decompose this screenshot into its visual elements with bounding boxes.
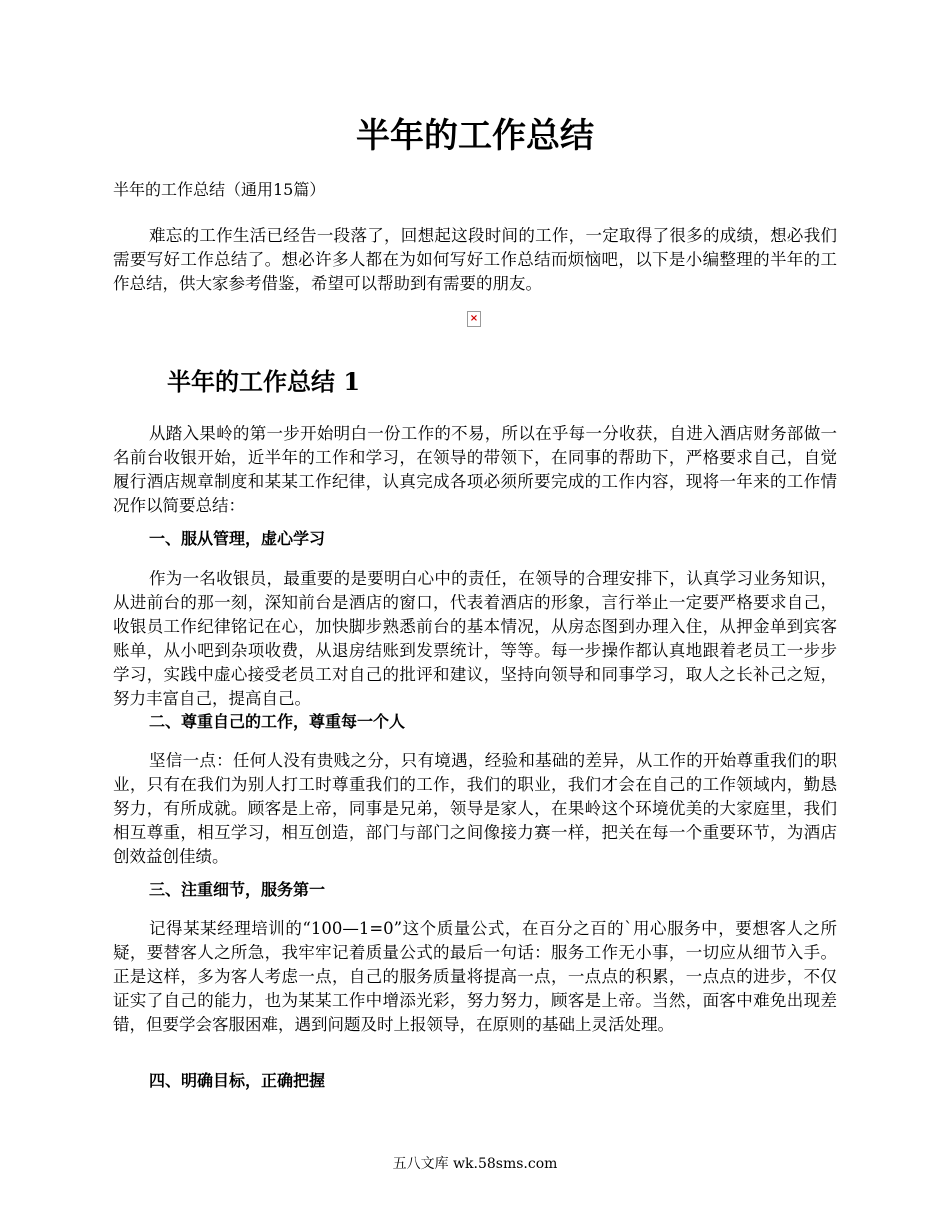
subheading-3: 三、注重细节，服务第一 — [149, 880, 326, 899]
footer-watermark: 五八文库 wk.58sms.com — [392, 1156, 558, 1172]
broken-image-icon: × — [467, 311, 481, 327]
document-subtitle: 半年的工作总结（通用15篇） — [113, 180, 326, 199]
section-paragraph-1: 从踏入果岭的第一步开始明白一份工作的不易，所以在乎每一分收获，自进入酒店财务部做一名前台收银开始，近半年的工作和学习，在领导的带领下，在同事的帮助下，严格要求自己，自觉履行酒店规章制度和某某工作纪律，认真完成各项必须所要完成的工作内容，现将一年来的工作情况作以简要总结： — [113, 424, 837, 515]
section-paragraph-2: 作为一名收银员，最重要的是要明白心中的责任，在领导的合理安排下，认真学习业务知识，从进前台的那一刻，深知前台是酒店的窗口，代表着酒店的形象，言行举止一定要严格要求自己，收银员工作纪律铭记在心，加快脚步熟悉前台的基本情况，从房态图到办理入住，从押金单到宾客账单，从小吧到杂项收费，从退房结账到发票统计，等等。每一步操作都认真地跟着老员工一步步学习，实践中虚心接受老员工对自己的批评和建议，坚持向领导和同事学习，取人之长补己之短，努力丰富自己，提高自己。 — [113, 569, 837, 708]
intro-paragraph: 难忘的工作生活已经告一段落了，回想起这段时间的工作，一定取得了很多的成绩，想必我们需要写好工作总结了。想必许多人都在为如何写好工作总结而烦恼吧，以下是小编整理的半年的工作总结，供大家参考借鉴，希望可以帮助到有需要的朋友。 — [113, 226, 837, 293]
section-paragraph-3: 坚信一点：任何人没有贵贱之分，只有境遇，经验和基础的差异，从工作的开始尊重我们的职业，只有在我们为别人打工时尊重我们的工作，我们的职业，我们才会在自己的工作领域内，勤恳努力，有所成就。顾客是上帝，同事是兄弟，领导是家人，在果岭这个环境优美的大家庭里，我们相互尊重，相互学习，相互创造，部门与部门之间像接力赛一样，把关在每一个重要环节，为酒店创效益创佳绩。 — [113, 751, 837, 866]
subheading-4: 四、明确目标，正确把握 — [149, 1071, 326, 1090]
subheading-2: 二、尊重自己的工作，尊重每一个人 — [149, 712, 406, 731]
section-heading: 半年的工作总结 1 — [167, 367, 361, 396]
document-title: 半年的工作总结 — [356, 116, 594, 156]
section-paragraph-4: 记得某某经理培训的“100—1=0”这个质量公式，在百分之百的`用心服务中，要想客人之所疑，要替客人之所急，我牢牢记着质量公式的最后一句话：服务工作无小事，一切应从细节入手。正是这样，多为客人考虑一点，自己的服务质量将提高一点，一点点的积累，一点点的进步，不仅证实了自己的能力，也为某某工作中增添光彩，努力努力，顾客是上帝。当然，面客中难免出现差错，但要学会客服困难，遇到问题及时上报领导，在原则的基础上灵活处理。 — [113, 919, 837, 1034]
subheading-1: 一、服从管理，虚心学习 — [149, 529, 326, 548]
